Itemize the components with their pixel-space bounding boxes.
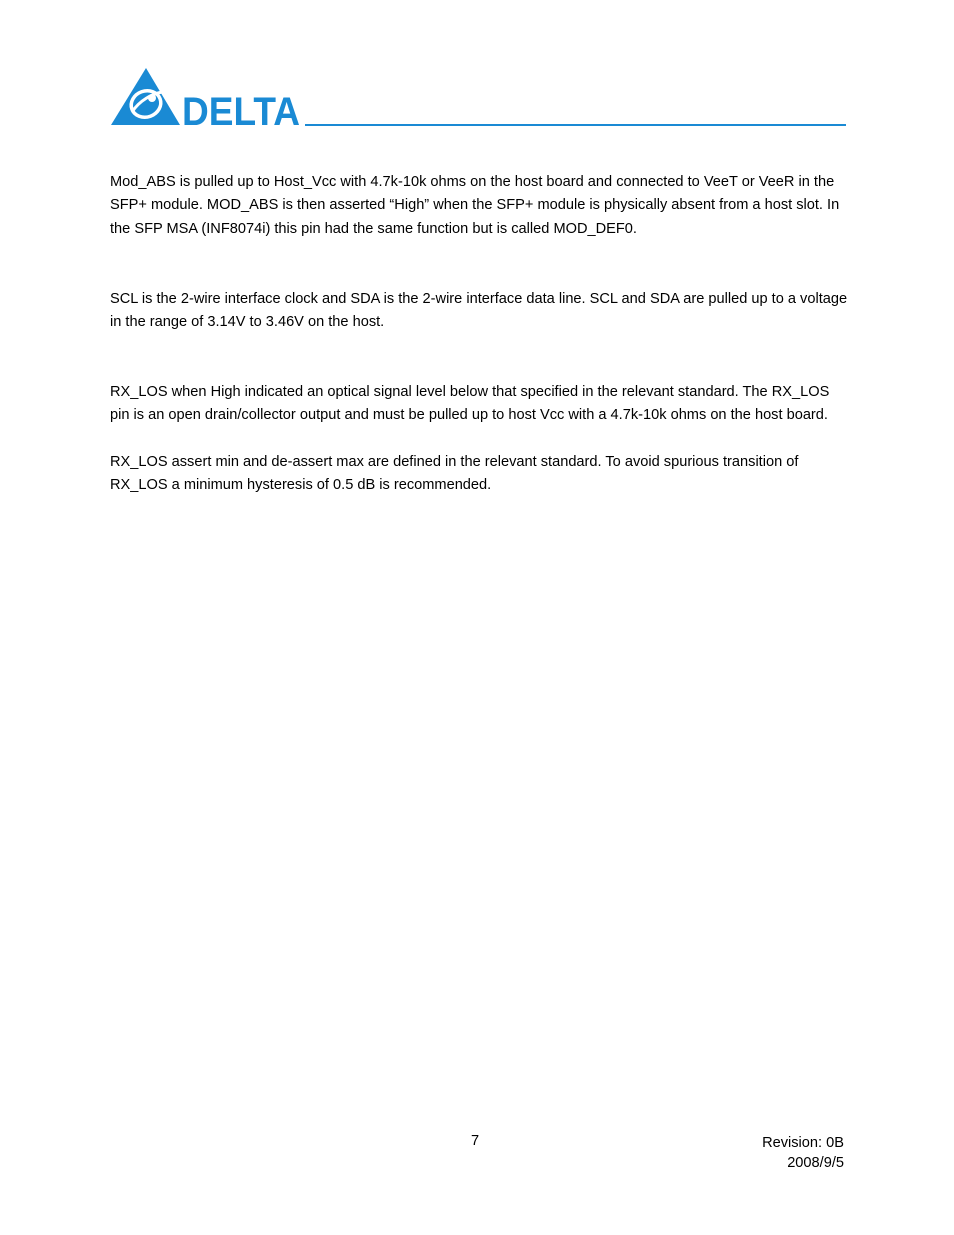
paragraph-scl-sda: SCL is the 2-wire interface clock and SDA is the 2-wire interface data line. SCL and SDA are pulled up to a voltage in the range of 3.14V to 3.46V on the host. [110, 291, 848, 331]
paragraph-rx-los: RX_LOS when High indicated an optical signal level below that specified in the relevant standard. The RX_LOS pin is an open drain/collector output and must be pulled up to host Vcc with a 4.7k-10k ohms on the host board. [110, 384, 830, 424]
revision-block [762, 1133, 844, 1173]
page-number: 7 [470, 1133, 480, 1149]
revision-label: Revision: 0B [762, 1135, 844, 1151]
paragraph-mod-abs: Mod_ABS is pulled up to Host_Vcc with 4.7k-10k ohms on the host board and connected to VeeT or VeeR in the SFP+ module. MOD_ABS is then asserted “High” when the SFP+ module is physically absent from a host slot. In the SFP MSA (INF8074i) this pin had the same function but is called MOD_DEF0. [110, 174, 840, 237]
revision-date: 2008/9/5 [787, 1155, 844, 1171]
delta-logo [110, 66, 302, 128]
logo-wordmark: DELTA [182, 90, 300, 128]
delta-triangle-icon [111, 68, 180, 125]
paragraph-rx-los-hysteresis: RX_LOS assert min and de-assert max are defined in the relevant standard. To avoid spurious transition of RX_LOS a minimum hysteresis of 0.5 dB is recommended. [110, 454, 799, 494]
header-rule [305, 124, 846, 126]
